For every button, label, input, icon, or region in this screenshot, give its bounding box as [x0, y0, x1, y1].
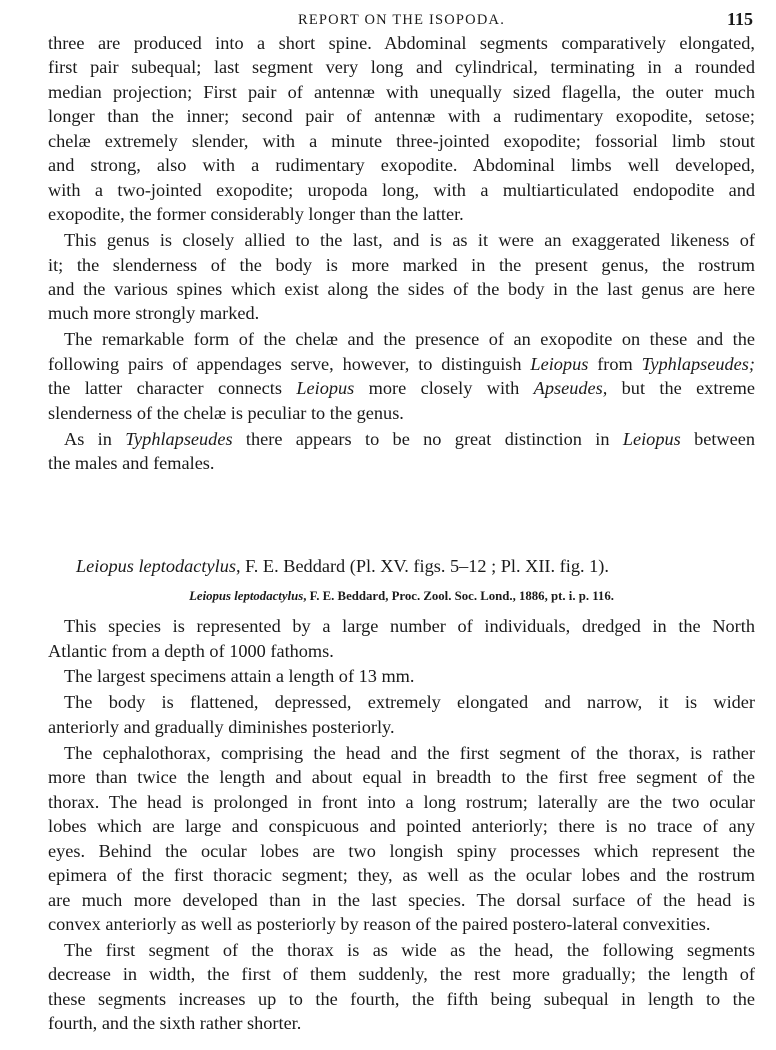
text-segment: longer than the inner; second pair of antennæ with a rudimentary exopodite, setose;: [48, 106, 755, 127]
italic-text: Typhlapseudes;: [641, 353, 755, 374]
text-line: [48, 765, 755, 789]
italic-text: Leiopus leptodactylus: [76, 556, 236, 577]
paragraph: [48, 327, 755, 425]
text-line: [48, 639, 755, 663]
text-line: [48, 153, 755, 177]
text-segment: there appears to be no great distinction in: [232, 428, 623, 449]
text-segment: The remarkable form of the chelæ and the presence of an exopodite on these and the: [64, 329, 755, 350]
text-segment: decrease in width, the first of them suddenly, the rest more gradually; the length of: [48, 964, 755, 985]
text-line: [48, 839, 755, 863]
text-line: [48, 80, 755, 104]
text-segment: slenderness of the chelæ is peculiar to the genus.: [48, 402, 404, 423]
paragraph: [48, 690, 755, 739]
text-line: [48, 253, 755, 277]
text-segment: three are produced into a short spine. Abdominal segments comparatively elongated,: [48, 33, 755, 53]
text-line: [48, 427, 755, 451]
text-line: [48, 690, 755, 714]
text-segment: The body is flattened, depressed, extremely elongated and narrow, it is wider: [64, 692, 755, 713]
text-segment: Atlantic from a depth of 1000 fathoms.: [48, 640, 334, 661]
text-segment: much more strongly marked.: [48, 303, 260, 324]
text-line: [48, 104, 755, 128]
text-segment: anteriorly and gradually diminishes posteriorly.: [48, 716, 395, 737]
page-number: 115: [726, 9, 753, 29]
text-segment: first pair subequal; last segment very long and cylindrical, terminating in a rounded: [48, 57, 755, 78]
text-segment: these segments increases up to the fourth, the fifth being subequal in length to the: [48, 988, 755, 1009]
text-line: [48, 715, 755, 739]
text-line: [48, 277, 755, 301]
text-line: [48, 202, 755, 226]
text-segment: between: [680, 428, 755, 449]
text-segment: eyes. Behind the ocular lobes are two longish spiny processes which represent the: [48, 840, 755, 861]
text-line: [48, 614, 755, 638]
text-segment: but the extreme: [607, 378, 755, 399]
text-segment: following pairs of appendages serve, however, to distinguish: [48, 353, 531, 374]
text-segment: This genus is closely allied to the last, and is as it were an exaggerated likeness of: [64, 230, 755, 251]
running-head-title: REPORT ON THE ISOPODA.: [297, 12, 506, 28]
italic-text: Leiopus: [622, 428, 681, 449]
paragraph: [48, 741, 755, 937]
species-heading: [48, 554, 755, 578]
text-segment: and the various spines which exist along the sides of the body in the last genus are here: [48, 279, 755, 300]
citation: [48, 584, 755, 608]
text-line: [48, 741, 755, 765]
italic-text: Leiopus: [296, 378, 355, 399]
italic-text: Leiopus leptodactylus: [189, 588, 304, 603]
text-line: [48, 814, 755, 838]
text-segment: convex anteriorly as well as posteriorly by reason of the paired postero-lateral convexities.: [48, 914, 711, 934]
text-segment: exopodite, the former considerably longer than the latter.: [48, 204, 464, 225]
text-line: [48, 55, 755, 79]
text-line: [48, 228, 755, 252]
text-line: [48, 1011, 755, 1035]
text-segment: more closely with: [354, 378, 534, 399]
text-segment: fourth, and the sixth rather shorter.: [48, 1013, 302, 1034]
text-line: [48, 863, 755, 887]
paragraph: [48, 938, 755, 1036]
italic-text: Apseudes,: [533, 378, 608, 399]
italic-text: Leiopus: [530, 353, 589, 374]
text-line: [48, 178, 755, 202]
text-line: [48, 401, 755, 425]
text-line: [48, 301, 755, 325]
text-line: [48, 987, 755, 1011]
text-segment: epimera of the first thoracic segment; they, as well as the ocular lobes and the rostrum: [48, 865, 755, 886]
page-body: [48, 31, 755, 1037]
text-segment: and strong, also with a rudimentary exopodite. Abdominal limbs well developed,: [48, 155, 755, 176]
running-head: [48, 8, 755, 32]
text-line: [48, 790, 755, 814]
text-segment: , F. E. Beddard, Proc. Zool. Soc. Lond., 1886, pt. i. p. 116.: [303, 588, 614, 603]
text-line: [48, 451, 755, 475]
paragraph: [48, 664, 755, 688]
text-line: [48, 912, 755, 936]
text-segment: The cephalothorax, comprising the head and the first segment of the thorax, is rather: [64, 742, 755, 763]
paragraph: [48, 614, 755, 663]
italic-text: Typhlapseudes: [125, 428, 233, 449]
text-segment: chelæ extremely slender, with a minute three-jointed exopodite; fossorial limb stout: [48, 130, 755, 151]
text-segment: As in: [64, 428, 126, 449]
text-segment: with a two-jointed exopodite; uropoda long, with a multiarticulated endopodite and: [48, 179, 755, 200]
text-line: [48, 962, 755, 986]
text-segment: This species is represented by a large number of individuals, dredged in the North: [64, 616, 755, 637]
text-segment: it; the slenderness of the body is more marked in the present genus, the rostrum: [48, 254, 755, 275]
paragraph: [48, 427, 755, 476]
text-segment: The largest specimens attain a length of 13 mm.: [64, 666, 415, 687]
text-line: [48, 129, 755, 153]
text-segment: median projection; First pair of antennæ with unequally sized flagella, the outer much: [48, 81, 755, 102]
paragraph: [48, 228, 755, 326]
text-line: [48, 938, 755, 962]
text-line: [48, 376, 755, 400]
text-line: [48, 327, 755, 351]
paragraph: [48, 31, 755, 227]
text-segment: the latter character connects: [48, 378, 297, 399]
text-line: [48, 352, 755, 376]
text-segment: are much more developed than in the last species. The dorsal surface of the head is: [48, 889, 755, 910]
text-segment: , F. E. Beddard (Pl. XV. figs. 5–12 ; Pl. XII. fig. 1).: [235, 556, 609, 577]
text-segment: The first segment of the thorax is as wide as the head, the following segments: [64, 939, 755, 960]
genus-description-section: [48, 31, 755, 476]
species-description-section: [48, 614, 755, 1036]
text-segment: the males and females.: [48, 453, 215, 474]
text-segment: thorax. The head is prolonged in front into a long rostrum; laterally are the two ocular: [48, 791, 755, 812]
text-segment: lobes which are large and conspicuous and pointed anteriorly; there is no trace of any: [48, 816, 755, 837]
text-segment: from: [588, 353, 642, 374]
text-segment: more than twice the length and about equal in breadth to the first free segment of the: [48, 767, 755, 788]
text-line: [48, 664, 755, 688]
text-line: [48, 888, 755, 912]
text-line: [48, 31, 755, 55]
